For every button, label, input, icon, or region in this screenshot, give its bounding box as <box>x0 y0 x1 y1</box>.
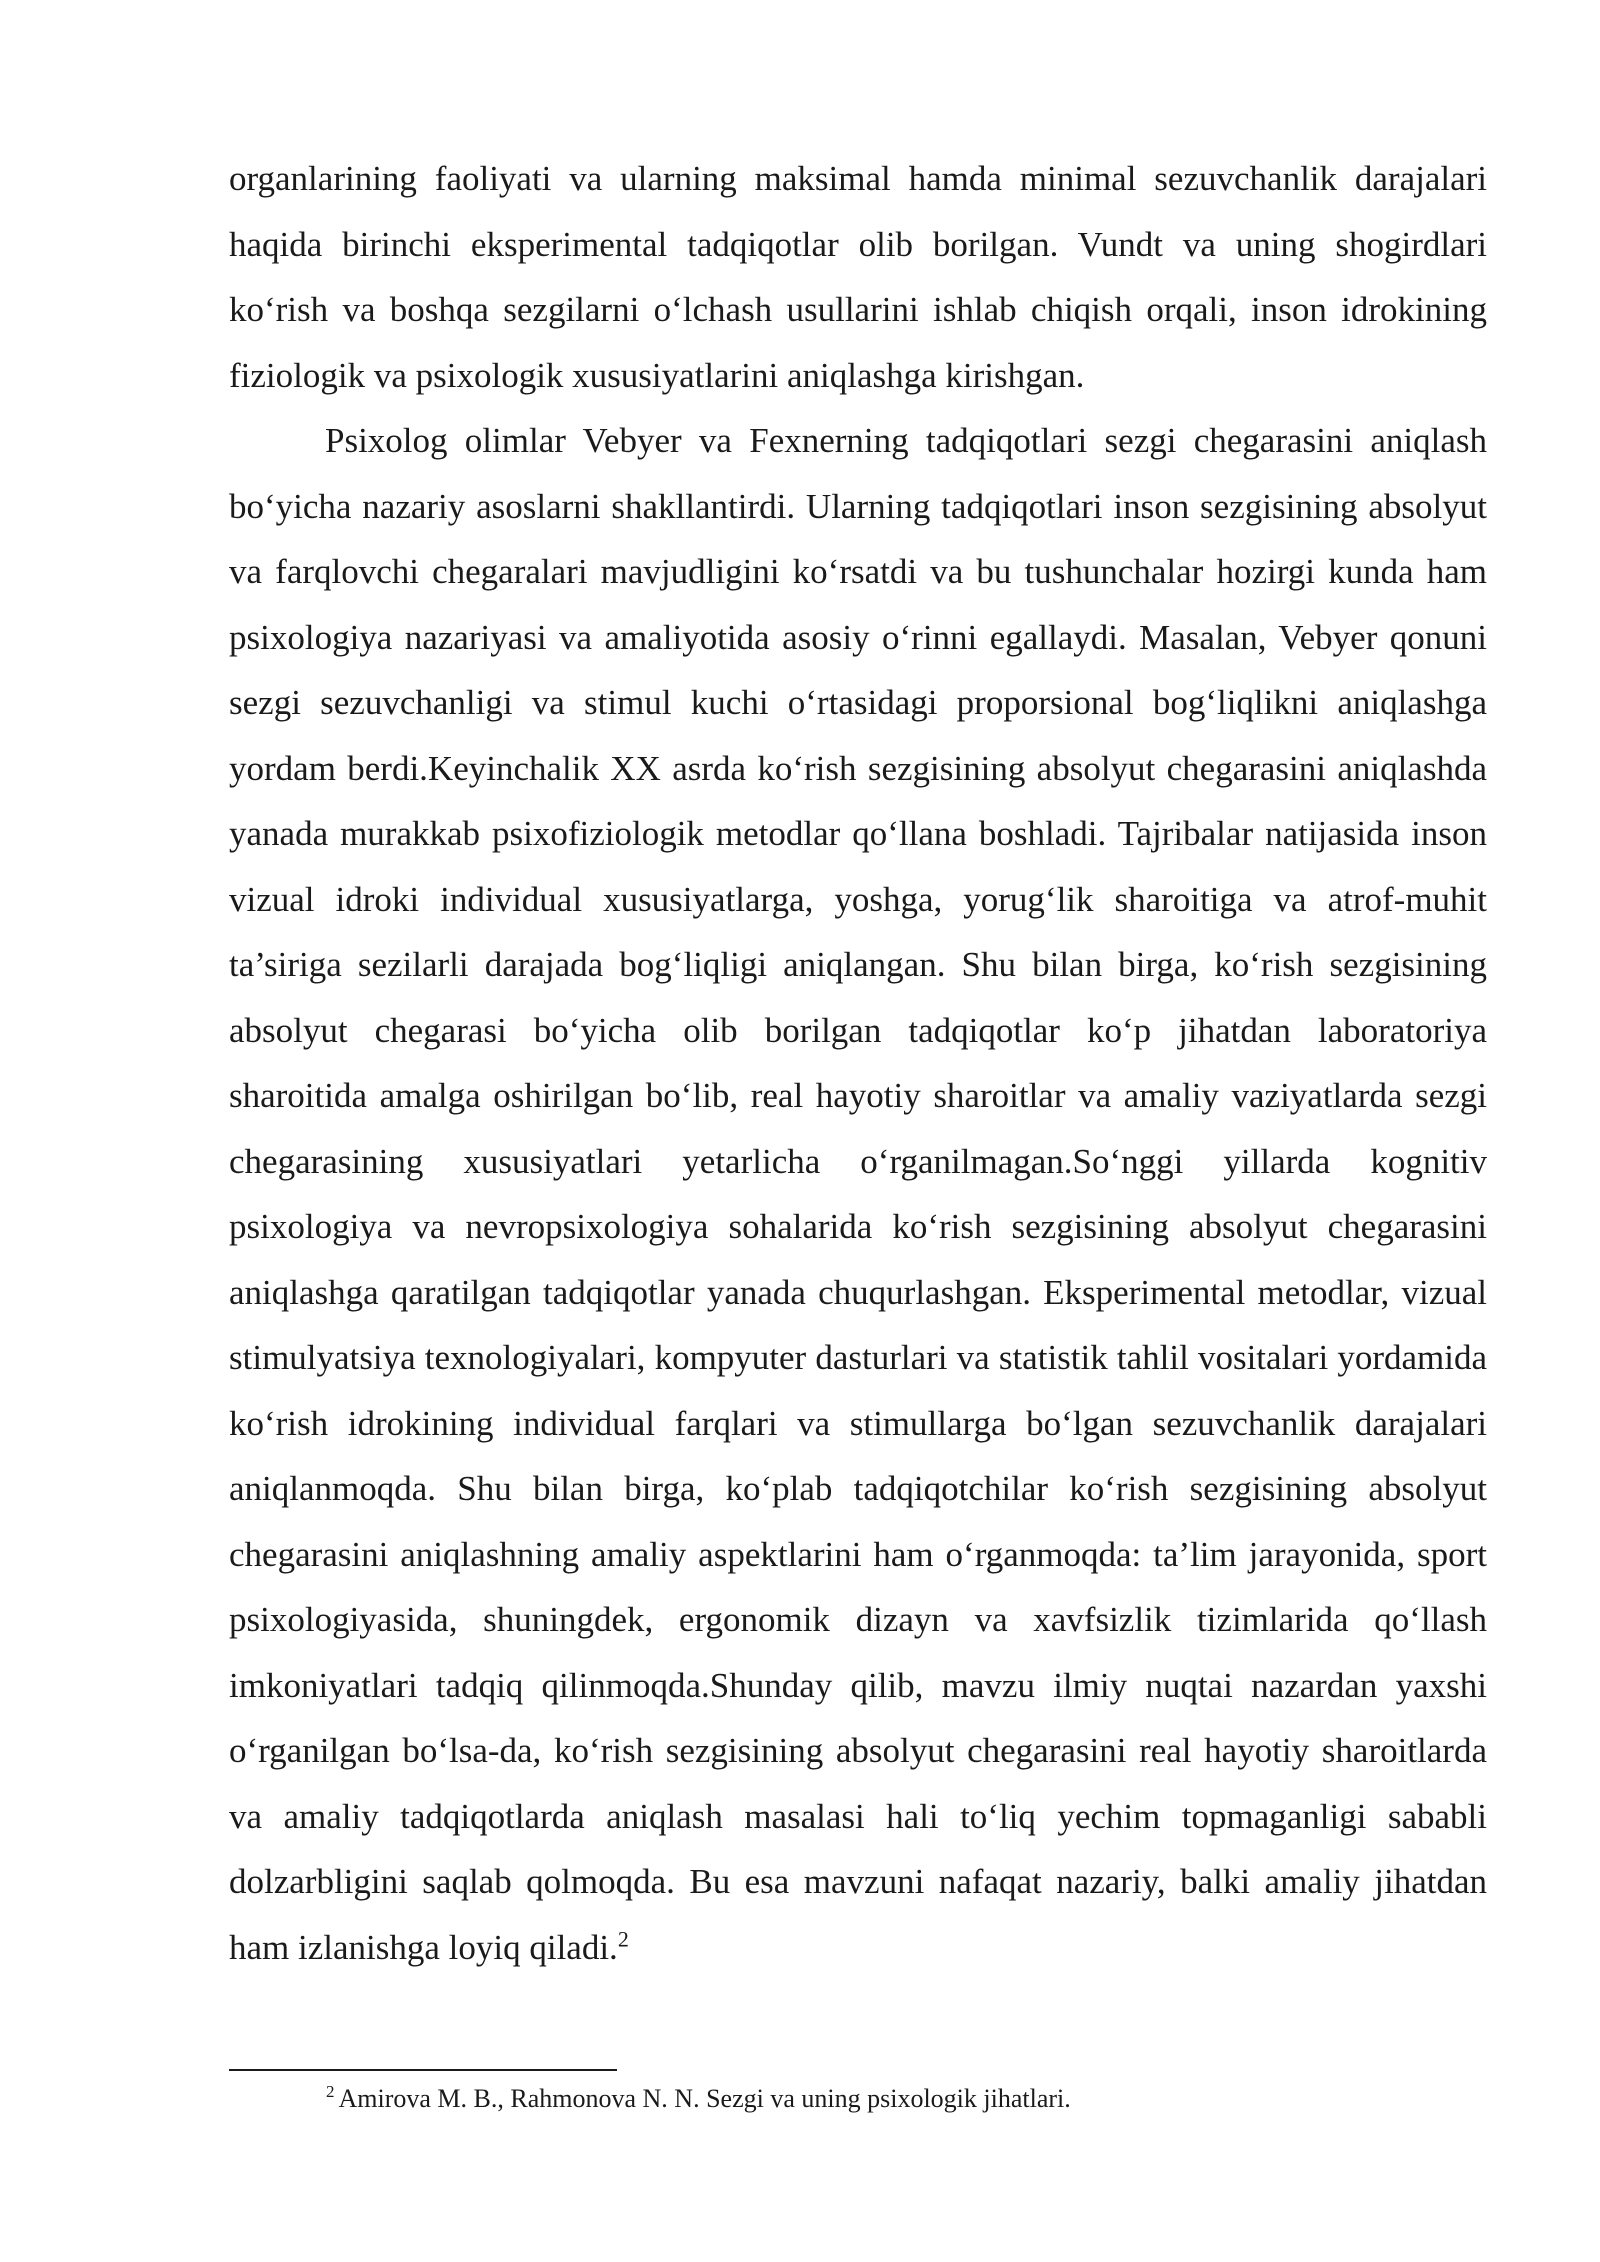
body-text <box>229 146 1487 1980</box>
footnote-reference[interactable]: 2 <box>617 1925 629 1951</box>
footnote <box>326 2081 1071 2117</box>
paragraph-2 <box>229 408 1487 1980</box>
paragraph-2-text: Psixolog olimlar Vebyer va Fexnerning tadqiqotlari sezgi chegarasini aniqlash bo‘yicha nazariy asoslarni shakllantirdi. Ularning tadqiqotlari inson sezgisining absolyut va farqlovchi chegaralari mavjudligini ko‘rsatdi va bu tushunchalar hozirgi kunda ham psixologiya nazariyasi va amaliyotida asosiy o‘rinni egallaydi. Masalan, Vebyer qonuni sezgi sezuvchanligi va stimul kuchi o‘rtasidagi proporsional bog‘liqlikni aniqlashga yordam berdi.Keyinchalik XX asrda ko‘rish sezgisining absolyut chegarasini aniqlashda yanada murakkab psixofiziologik metodlar qo‘llana boshladi. Tajribalar natijasida inson vizual idroki individual xususiyatlarga, yoshga, yorug‘lik sharoitiga va atrof-muhit ta’siriga sezilarli darajada bog‘liqligi aniqlangan. Shu bilan birga, ko‘rish sezgisining absolyut chegarasi bo‘yicha olib borilgan tadqiqotlar ko‘p jihatdan laboratoriya sharoitida amalga oshirilgan bo‘lib, real hayotiy sharoitlar va amaliy vaziyatlarda sezgi chegarasining xususiyatlari yetarlicha o‘rganilmagan.So‘nggi yillarda kognitiv psixologiya va nevropsixologiya sohalarida ko‘rish sezgisining absolyut chegarasini aniqlashga qaratilgan tadqiqotlar yanada chuqurlashgan. Eksperimental metodlar, vizual stimulyatsiya texnologiyalari, kompyuter dasturlari va statistik tahlil vositalari yordamida ko‘rish idrokining individual farqlari va stimullarga bo‘lgan sezuvchanlik darajalari aniqlanmoqda. Shu bilan birga, ko‘plab tadqiqotchilar ko‘rish sezgisining absolyut chegarasini aniqlashning amaliy aspektlarini ham o‘rganmoqda: ta’lim jarayonida, sport psixologiyasida, shuningdek, ergonomik dizayn va xavfsizlik tizimlarida qo‘llash imkoniyatlari tadqiq qilinmoqda.Shunday qilib, mavzu ilmiy nuqtai nazardan yaxshi o‘rganilgan bo‘lsa-da, ko‘rish sezgisining absolyut chegarasini real hayotiy sharoitlarda va amaliy tadqiqotlarda aniqlash masalasi hali to‘liq yechim topmaganligi sababli dolzarbligini saqlab qolmoqda. Bu esa mavzuni nafaqat nazariy, balki amaliy jihatdan ham izlanishga loyiq qiladi. <box>229 421 1487 1967</box>
footnote-text: Amirova M. B., Rahmonova N. N. Sezgi va uning psixologik jihatlari. <box>338 2084 1071 2113</box>
paragraph-1 <box>229 146 1487 408</box>
footnote-marker: 2 <box>326 2082 335 2102</box>
paragraph-1-text: organlarining faoliyati va ularning maksimal hamda minimal sezuvchanlik darajalari haqida birinchi eksperimental tadqiqotlar olib borilgan. Vundt va uning shogirdlari ko‘rish va boshqa sezgilarni o‘lchash usullarini ishlab chiqish orqali, inson idrokining fiziologik va psixologik xususiyatlarini aniqlashga kirishgan. <box>229 159 1487 395</box>
footnote-separator <box>229 2069 617 2071</box>
